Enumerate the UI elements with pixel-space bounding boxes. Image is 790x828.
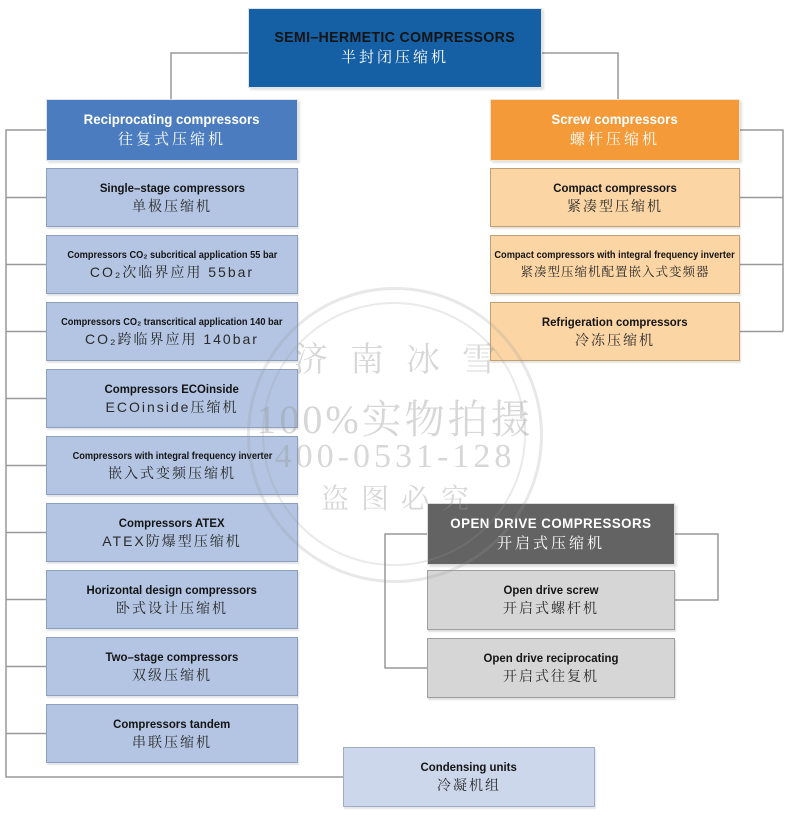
connector-opendrive-left (385, 534, 427, 668)
node-open-drive-screw (427, 570, 675, 630)
node-label-en: Condensing units (420, 760, 518, 775)
node-co2-transcritical-compressors (46, 302, 298, 361)
node-label-zh: ATEX防爆型压缩机 (102, 532, 242, 549)
connector-opendrive-right (675, 534, 718, 600)
node-reciprocating-compressors (46, 99, 298, 161)
node-label-en: Reciprocating compressors (84, 111, 260, 128)
node-label-zh: 单极压缩机 (132, 197, 212, 214)
node-label-zh: 双级压缩机 (132, 666, 212, 683)
node-label-en: Compressors tandem (113, 716, 231, 731)
node-label-zh: 冷凝机组 (437, 777, 501, 794)
node-label-zh: 紧凑型压缩机配置嵌入式变频器 (520, 264, 710, 279)
node-open-drive-compressors (427, 503, 675, 565)
node-label-en: Compressors ATEX (119, 515, 225, 530)
node-label-zh: 开启式往复机 (503, 668, 599, 685)
node-label-en: Horizontal design compressors (86, 582, 258, 597)
node-condensing-units (343, 747, 595, 807)
node-label-zh: 紧凑型压缩机 (567, 197, 663, 214)
node-label-en: Compressors CO₂ transcritical application 140 bar (61, 315, 283, 328)
node-screw-compressors (490, 99, 740, 161)
node-semi-hermetic-compressors (248, 8, 542, 88)
node-label-zh: 开启式压缩机 (496, 534, 605, 552)
node-label-en: Compressors with integral frequency inverter (72, 449, 272, 462)
connector-top-to-screw (542, 53, 618, 99)
node-label-zh: 螺杆压缩机 (569, 130, 660, 148)
node-label-zh: 嵌入式变频压缩机 (108, 464, 236, 481)
node-label-en: Screw compressors (551, 111, 679, 128)
node-label-zh: 半封闭压缩机 (340, 49, 449, 67)
node-refrigeration-compressors (490, 302, 740, 361)
connector-right-branches (740, 198, 783, 332)
node-single-stage-compressors (46, 168, 298, 227)
node-label-en: Compact compressors (553, 180, 677, 195)
node-co2-subcritical-compressors (46, 235, 298, 294)
node-label-zh: 开启式螺杆机 (503, 600, 599, 617)
node-label-en: OPEN DRIVE COMPRESSORS (450, 515, 652, 532)
node-compact-inverter-compressors (490, 235, 740, 294)
node-tandem-compressors (46, 704, 298, 763)
node-ecoinside-compressors (46, 369, 298, 428)
node-open-drive-reciprocating (427, 638, 675, 698)
node-atex-compressors (46, 503, 298, 562)
node-label-en: Compressors ECOinside (104, 381, 240, 396)
node-label-zh: 冷冻压缩机 (575, 331, 655, 348)
node-label-zh: ECOinside压缩机 (105, 398, 239, 415)
node-label-en: Compressors CO₂ subcritical application 55 bar (66, 248, 278, 261)
node-two-stage-compressors (46, 637, 298, 696)
node-label-en: SEMI–HERMETIC COMPRESSORS (274, 28, 516, 46)
node-label-zh: CO₂次临界应用 55bar (89, 263, 255, 280)
connector-right-spine (740, 130, 783, 332)
watermark-brand-text: 济南冰雪 (294, 342, 518, 379)
node-label-en: Open drive screw (503, 583, 599, 598)
node-label-zh: 卧式设计压缩机 (116, 599, 228, 616)
node-label-en: Compact compressors with integral frequency inverter (494, 249, 736, 262)
node-label-zh: CO₂跨临界应用 140bar (85, 330, 259, 347)
node-integral-frequency-inverter-compressors (46, 436, 298, 495)
watermark-slogan-text: 100%实物拍摄 (256, 397, 534, 442)
watermark-phone-text: 400-0531-128 (274, 438, 516, 475)
node-horizontal-design-compressors (46, 570, 298, 629)
node-label-en: Open drive reciprocating (483, 651, 619, 666)
node-compact-compressors (490, 168, 740, 227)
connector-left-branches (6, 198, 46, 734)
connector-top-to-reciprocating (171, 53, 248, 99)
node-label-en: Refrigeration compressors (542, 314, 688, 329)
node-label-zh: 串联压缩机 (132, 733, 212, 750)
node-label-en: Two–stage compressors (105, 649, 239, 664)
watermark-warning-text: 盗图必究 (320, 484, 481, 515)
node-label-zh: 往复式压缩机 (117, 130, 226, 148)
node-label-en: Single–stage compressors (99, 180, 245, 195)
